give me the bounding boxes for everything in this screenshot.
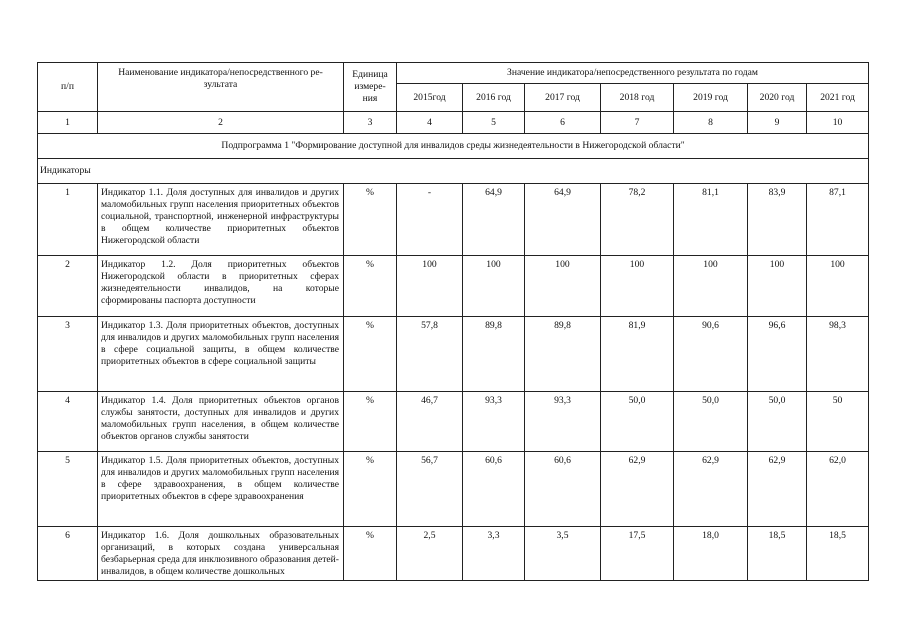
value-cell: 100 [601,256,674,317]
value-cell: 60,6 [463,452,525,527]
header-row-1 [38,63,869,84]
value-cell: 93,3 [525,392,601,452]
value-cell: 81,1 [674,184,748,256]
row-unit: % [344,317,397,392]
value-cell: 64,9 [463,184,525,256]
value-cell: 2,5 [397,527,463,581]
header-num: п/п [38,63,98,112]
header-values-title: Значение индикатора/непосредственного результата по годам [397,63,869,84]
value-cell: 50,0 [601,392,674,452]
table-row [38,256,869,317]
value-cell: 62,0 [807,452,869,527]
value-cell: 3,5 [525,527,601,581]
table-row [38,317,869,392]
header-year: 2018 год [601,84,674,112]
value-cell: 100 [397,256,463,317]
indicator-name: Индикатор 1.1. Доля доступных для инвалидов и других маломобильных групп населения приоритетных объектов социальной, транспортной, инженерной инфраструктуры в общем количестве приоритетных объектов Нижегородской области [98,184,344,256]
column-number: 7 [601,112,674,134]
value-cell: 64,9 [525,184,601,256]
table-row [38,527,869,581]
value-cell: 3,3 [463,527,525,581]
value-cell: 62,9 [674,452,748,527]
value-cell: 57,8 [397,317,463,392]
column-number: 4 [397,112,463,134]
value-cell: 56,7 [397,452,463,527]
indicator-name: Индикатор 1.2. Доля приоритетных объектов Нижегородской области в приоритетных сферах жизнедеятельности инвалидов, на которые сформированы паспорта доступности [98,256,344,317]
column-number: 8 [674,112,748,134]
value-cell: 100 [463,256,525,317]
value-cell: 46,7 [397,392,463,452]
value-cell: 98,3 [807,317,869,392]
row-unit: % [344,256,397,317]
header-year: 2019 год [674,84,748,112]
header-name: Наименование индикатора/непосредственного ре-зультата [98,63,344,112]
value-cell: 62,9 [601,452,674,527]
value-cell: 50,0 [748,392,807,452]
row-num: 1 [38,184,98,256]
header-year: 2020 год [748,84,807,112]
column-number: 5 [463,112,525,134]
header-year: 2017 год [525,84,601,112]
value-cell: 100 [674,256,748,317]
column-number: 1 [38,112,98,134]
value-cell: 78,2 [601,184,674,256]
section-row [38,159,869,184]
indicator-name: Индикатор 1.4. Доля приоритетных объектов органов службы занятости, доступных для инвалидов и других маломобильных групп населения, в общем количестве объектов органов службы занятости [98,392,344,452]
column-number: 9 [748,112,807,134]
header-year: 2016 год [463,84,525,112]
header-unit: Единица измере-ния [344,63,397,112]
document-page [37,62,869,581]
header-year: 2015год [397,84,463,112]
value-cell: 100 [525,256,601,317]
value-cell: 100 [807,256,869,317]
table-row [38,392,869,452]
header-year: 2021 год [807,84,869,112]
value-cell: 89,8 [463,317,525,392]
value-cell: 50,0 [674,392,748,452]
value-cell: 18,5 [748,527,807,581]
value-cell: 83,9 [748,184,807,256]
value-cell: 100 [748,256,807,317]
value-cell: 50 [807,392,869,452]
subprogram-row [38,134,869,159]
value-cell: 18,0 [674,527,748,581]
section-title: Индикаторы [38,159,869,184]
indicator-name: Индикатор 1.6. Доля дошкольных образовательных организаций, в которых создана универсальная безбарьерная среда для инклюзивного образования детей-инвалидов, в общем количестве дошкольных [98,527,344,581]
table-row [38,184,869,256]
row-num: 4 [38,392,98,452]
row-unit: % [344,392,397,452]
value-cell: 89,8 [525,317,601,392]
value-cell: 93,3 [463,392,525,452]
row-unit: % [344,452,397,527]
value-cell: 87,1 [807,184,869,256]
row-unit: % [344,184,397,256]
value-cell: - [397,184,463,256]
value-cell: 60,6 [525,452,601,527]
row-num: 3 [38,317,98,392]
row-unit: % [344,527,397,581]
column-number: 3 [344,112,397,134]
value-cell: 17,5 [601,527,674,581]
subprogram-title: Подпрограмма 1 "Формирование доступной для инвалидов среды жизнедеятельности в Нижегородской области" [38,134,869,159]
indicator-name: Индикатор 1.5. Доля приоритетных объектов, доступных для инвалидов и других маломобильных групп населения в сфере здравоохранения, в общем количестве приоритетных объектов в сфере здравоохранения [98,452,344,527]
column-number: 2 [98,112,344,134]
column-number: 10 [807,112,869,134]
indicator-name: Индикатор 1.3. Доля приоритетных объектов, доступных для инвалидов и других маломобильных групп населения в сфере социальной защиты, в общем количестве приоритетных объектов в сфере социальной защиты [98,317,344,392]
row-num: 2 [38,256,98,317]
value-cell: 18,5 [807,527,869,581]
value-cell: 90,6 [674,317,748,392]
row-num: 6 [38,527,98,581]
column-numbers-row [38,112,869,134]
value-cell: 81,9 [601,317,674,392]
table-row [38,452,869,527]
value-cell: 96,6 [748,317,807,392]
column-number: 6 [525,112,601,134]
row-num: 5 [38,452,98,527]
value-cell: 62,9 [748,452,807,527]
indicators-table [37,62,869,581]
